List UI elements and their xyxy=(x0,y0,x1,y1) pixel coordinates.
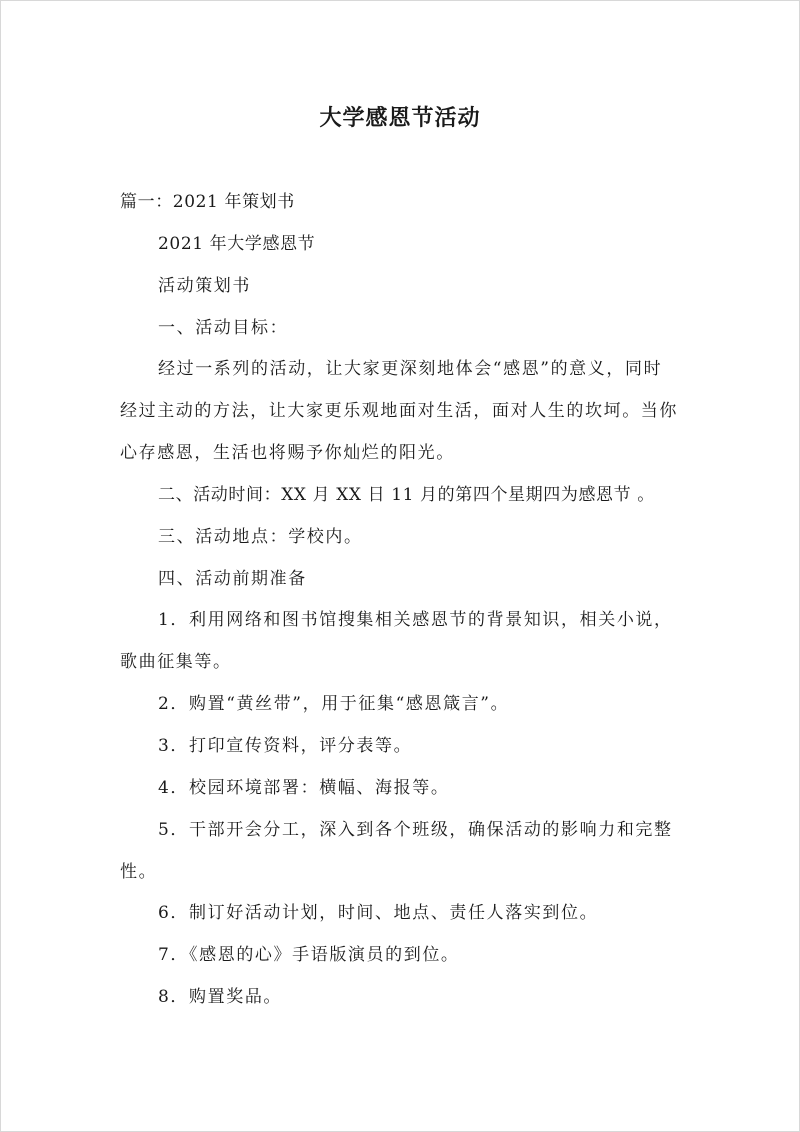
list-item: 4．校园环境部署：横幅、海报等。 xyxy=(158,778,450,798)
list-item-continuation: 性。 xyxy=(120,862,158,882)
section-heading: 篇一：2021 年策划书 xyxy=(120,192,295,212)
list-item: 6．制订好活动计划，时间、地点、责任人落实到位。 xyxy=(158,903,599,923)
paragraph-line: 活动策划书 xyxy=(158,276,251,296)
paragraph-line: 三、活动地点：学校内。 xyxy=(158,527,363,547)
paragraph-line: 经过主动的方法，让大家更乐观地面对生活，面对人生的坎坷。当你 xyxy=(120,401,678,421)
paragraph-line: 心存感恩，生活也将赐予你灿烂的阳光。 xyxy=(120,443,455,463)
list-item: 1．利用网络和图书馆搜集相关感恩节的背景知识，相关小说， xyxy=(158,610,673,630)
list-item: 2．购置“黄丝带”，用于征集“感恩箴言”。 xyxy=(158,694,510,714)
list-item-continuation: 歌曲征集等。 xyxy=(120,652,232,672)
paragraph-line: 2021 年大学感恩节 xyxy=(158,234,316,254)
list-item: 7．《感恩的心》手语版演员的到位。 xyxy=(158,945,460,965)
list-item: 8．购置奖品。 xyxy=(158,987,283,1007)
document-title: 大学感恩节活动 xyxy=(319,105,481,131)
paragraph-line: 经过一系列的活动，让大家更深刻地体会“感恩”的意义，同时 xyxy=(158,359,663,379)
list-item: 5．干部开会分工，深入到各个班级，确保活动的影响力和完整 xyxy=(158,820,673,840)
list-item: 3．打印宣传资料，评分表等。 xyxy=(158,736,413,756)
paragraph-line: 四、活动前期准备 xyxy=(158,569,307,589)
paragraph-line: 二、活动时间：XX 月 XX 日 11 月的第四个星期四为感恩节 。 xyxy=(158,485,655,505)
paragraph-line: 一、活动目标： xyxy=(158,318,289,338)
